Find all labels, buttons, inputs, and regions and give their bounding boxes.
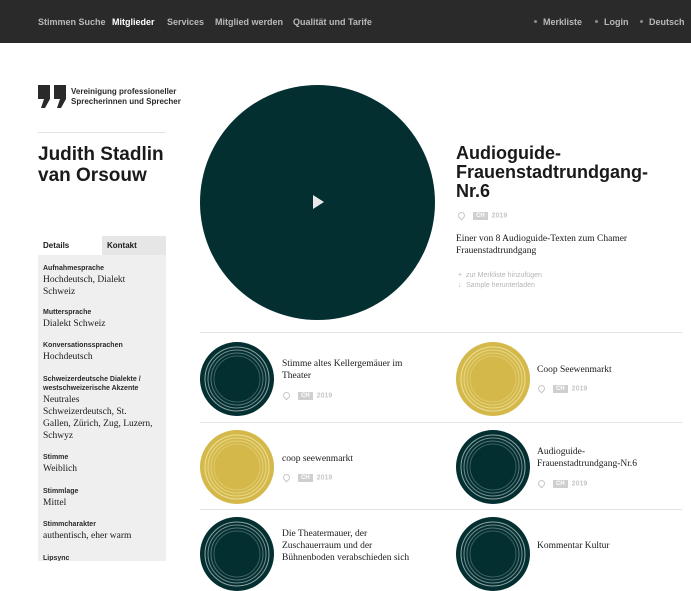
- featured-description: [456, 233, 666, 257]
- sample-disc-1[interactable]: [456, 342, 530, 416]
- tab-kontakt[interactable]: Kontakt: [102, 236, 166, 255]
- location-pin-icon: [537, 383, 547, 393]
- attribute-aufnahmesprache: [43, 264, 165, 298]
- location-pin-icon: [537, 478, 547, 488]
- attribute-stimme: [43, 453, 165, 475]
- attribute-label: Lipsync: [43, 555, 70, 561]
- attribute-label: Stimmcharakter: [43, 521, 96, 528]
- country-badge: CH: [553, 385, 568, 393]
- country-badge: CH: [298, 392, 313, 400]
- plus-icon: +: [458, 272, 463, 279]
- sample-title-5[interactable]: [537, 540, 610, 552]
- location-pin-icon: [282, 390, 292, 400]
- attribute-value: Weiblich: [43, 464, 78, 474]
- sample-meta-1: [538, 385, 587, 393]
- featured-description-line: Frauenstadtrundgang: [456, 246, 537, 256]
- country-badge: CH: [298, 474, 313, 482]
- top-navigation: [0, 0, 691, 43]
- featured-meta: [458, 212, 507, 220]
- row-divider: [200, 509, 682, 510]
- profile-name-line-2: van Orsouw: [38, 165, 147, 186]
- attribute-label: Aufnahmesprache: [43, 265, 105, 272]
- attribute-value-line: Schweizerdeutsch, St.: [43, 407, 127, 417]
- logo-line-2: Sprecherinnen und Sprecher: [71, 97, 181, 106]
- featured-title-line: Nr.6: [456, 181, 491, 201]
- sample-title-line: Zuschauerraum und der: [282, 541, 373, 551]
- bullet-icon: [640, 20, 643, 23]
- nav-language[interactable]: [640, 17, 685, 27]
- sample-meta-3: [538, 480, 587, 488]
- nav-qualitaet-tarife[interactable]: Qualität und Tarife: [293, 17, 372, 27]
- sample-title-3[interactable]: [537, 446, 637, 470]
- logo-text[interactable]: [71, 87, 181, 107]
- attribute-lipsync: [43, 554, 165, 561]
- sample-title-0[interactable]: [282, 358, 402, 382]
- sample-title-line: Coop Seewenmarkt: [537, 365, 612, 375]
- attribute-value: Hochdeutsch: [43, 352, 93, 362]
- attribute-value-line: Schwyz: [43, 431, 74, 441]
- country-badge: CH: [553, 480, 568, 488]
- sample-title-line: Frauenstadtrundgang-Nr.6: [537, 459, 637, 469]
- sample-disc-2[interactable]: [200, 430, 274, 504]
- featured-description-line: Einer von 8 Audioguide-Texten zum Chamer: [456, 234, 628, 244]
- profile-name: [38, 144, 164, 186]
- section-divider: [200, 332, 682, 333]
- nav-language-label: Deutsch: [649, 17, 685, 27]
- year: 2019: [491, 212, 508, 220]
- profile-name-line-1: Judith Stadlin: [38, 144, 164, 165]
- sample-meta-2: [283, 474, 332, 482]
- add-to-merkliste-link[interactable]: [458, 272, 542, 279]
- download-sample-label: Sample herunterladen: [466, 282, 535, 289]
- attribute-stimmcharakter: [43, 520, 165, 542]
- nav-mitglieder[interactable]: Mitglieder: [112, 17, 155, 27]
- bullet-icon: [595, 20, 598, 23]
- play-icon[interactable]: [313, 195, 324, 209]
- country-badge: CH: [473, 212, 488, 220]
- sample-title-2[interactable]: [282, 453, 353, 465]
- attribute-value-line: Schweiz: [43, 287, 76, 297]
- sample-disc-5[interactable]: [456, 517, 530, 591]
- attribute-value: [43, 274, 165, 298]
- attribute-dialekte: [43, 375, 165, 442]
- sample-title-line: Theater: [282, 371, 312, 381]
- nav-stimmen-suche[interactable]: Stimmen Suche: [38, 17, 106, 27]
- attribute-value: Dialekt Schweiz: [43, 319, 106, 329]
- sample-title-line: Stimme altes Kellergemäuer im: [282, 359, 403, 369]
- attribute-value: authentisch, eher warm: [43, 531, 132, 541]
- featured-title-line: Frauenstadtrundgang-: [456, 162, 648, 182]
- attribute-value-line: Neutrales: [43, 395, 80, 405]
- attribute-label-line: Schweizerdeutsche Dialekte /: [43, 376, 141, 383]
- sidebar-divider: [38, 132, 166, 133]
- year: 2019: [316, 474, 333, 482]
- details-panel: [38, 255, 166, 561]
- download-arrow-icon: ↓: [458, 282, 462, 289]
- bullet-icon: [534, 20, 537, 23]
- attribute-muttersprache: [43, 308, 165, 330]
- logo-quote-icon[interactable]: [38, 85, 68, 109]
- attribute-label: Muttersprache: [43, 309, 92, 316]
- profile-tabs: [38, 236, 166, 255]
- year: 2019: [316, 392, 333, 400]
- attribute-label-line: westschweizerische Akzente: [43, 385, 139, 392]
- attribute-value-line: Gallen, Zürich, Zug, Luzern,: [43, 419, 153, 429]
- nav-login-label: Login: [604, 17, 629, 27]
- row-divider: [200, 422, 682, 423]
- attribute-label: Konversationssprachen: [43, 342, 123, 349]
- sample-disc-0[interactable]: [200, 342, 274, 416]
- tab-details[interactable]: Details: [38, 236, 102, 255]
- add-to-merkliste-label: zur Merkliste hinzufügen: [466, 272, 542, 279]
- sample-title-line: Die Theatermauer, der: [282, 529, 368, 539]
- nav-login[interactable]: [595, 17, 629, 27]
- sample-title-line: coop seewenmarkt: [282, 454, 353, 464]
- year: 2019: [571, 385, 588, 393]
- featured-title-line: Audioguide-: [456, 143, 561, 163]
- nav-merkliste-label: Merkliste: [543, 17, 583, 27]
- attribute-value: [43, 394, 165, 442]
- sample-title-line: Bühnenboden verabschieden sich: [282, 553, 410, 563]
- sample-disc-3[interactable]: [456, 430, 530, 504]
- sample-title-1[interactable]: [537, 364, 612, 376]
- nav-merkliste[interactable]: [534, 17, 582, 27]
- location-pin-icon: [282, 472, 292, 482]
- nav-mitglied-werden[interactable]: Mitglied werden: [215, 17, 284, 27]
- logo-line-1: Vereinigung professioneller: [71, 87, 177, 96]
- location-pin-icon: [457, 210, 467, 220]
- attribute-label: Stimmlage: [43, 488, 79, 495]
- download-sample-link[interactable]: [458, 282, 535, 289]
- attribute-konversationssprachen: [43, 341, 165, 363]
- featured-title: [456, 144, 676, 201]
- year: 2019: [571, 480, 588, 488]
- sample-disc-4[interactable]: [200, 517, 274, 591]
- attribute-label: Stimme: [43, 454, 69, 461]
- nav-services[interactable]: Services: [167, 17, 205, 27]
- attribute-value: Mittel: [43, 498, 67, 508]
- attribute-stimmlage: [43, 487, 165, 509]
- sample-title-line: Kommentar Kultur: [537, 541, 610, 551]
- sample-title-line: Audioguide-: [537, 447, 586, 457]
- sample-title-4[interactable]: [282, 528, 409, 564]
- sample-meta-0: [283, 392, 332, 400]
- attribute-value-line: Hochdeutsch, Dialekt: [43, 275, 126, 285]
- attribute-label: [43, 375, 165, 393]
